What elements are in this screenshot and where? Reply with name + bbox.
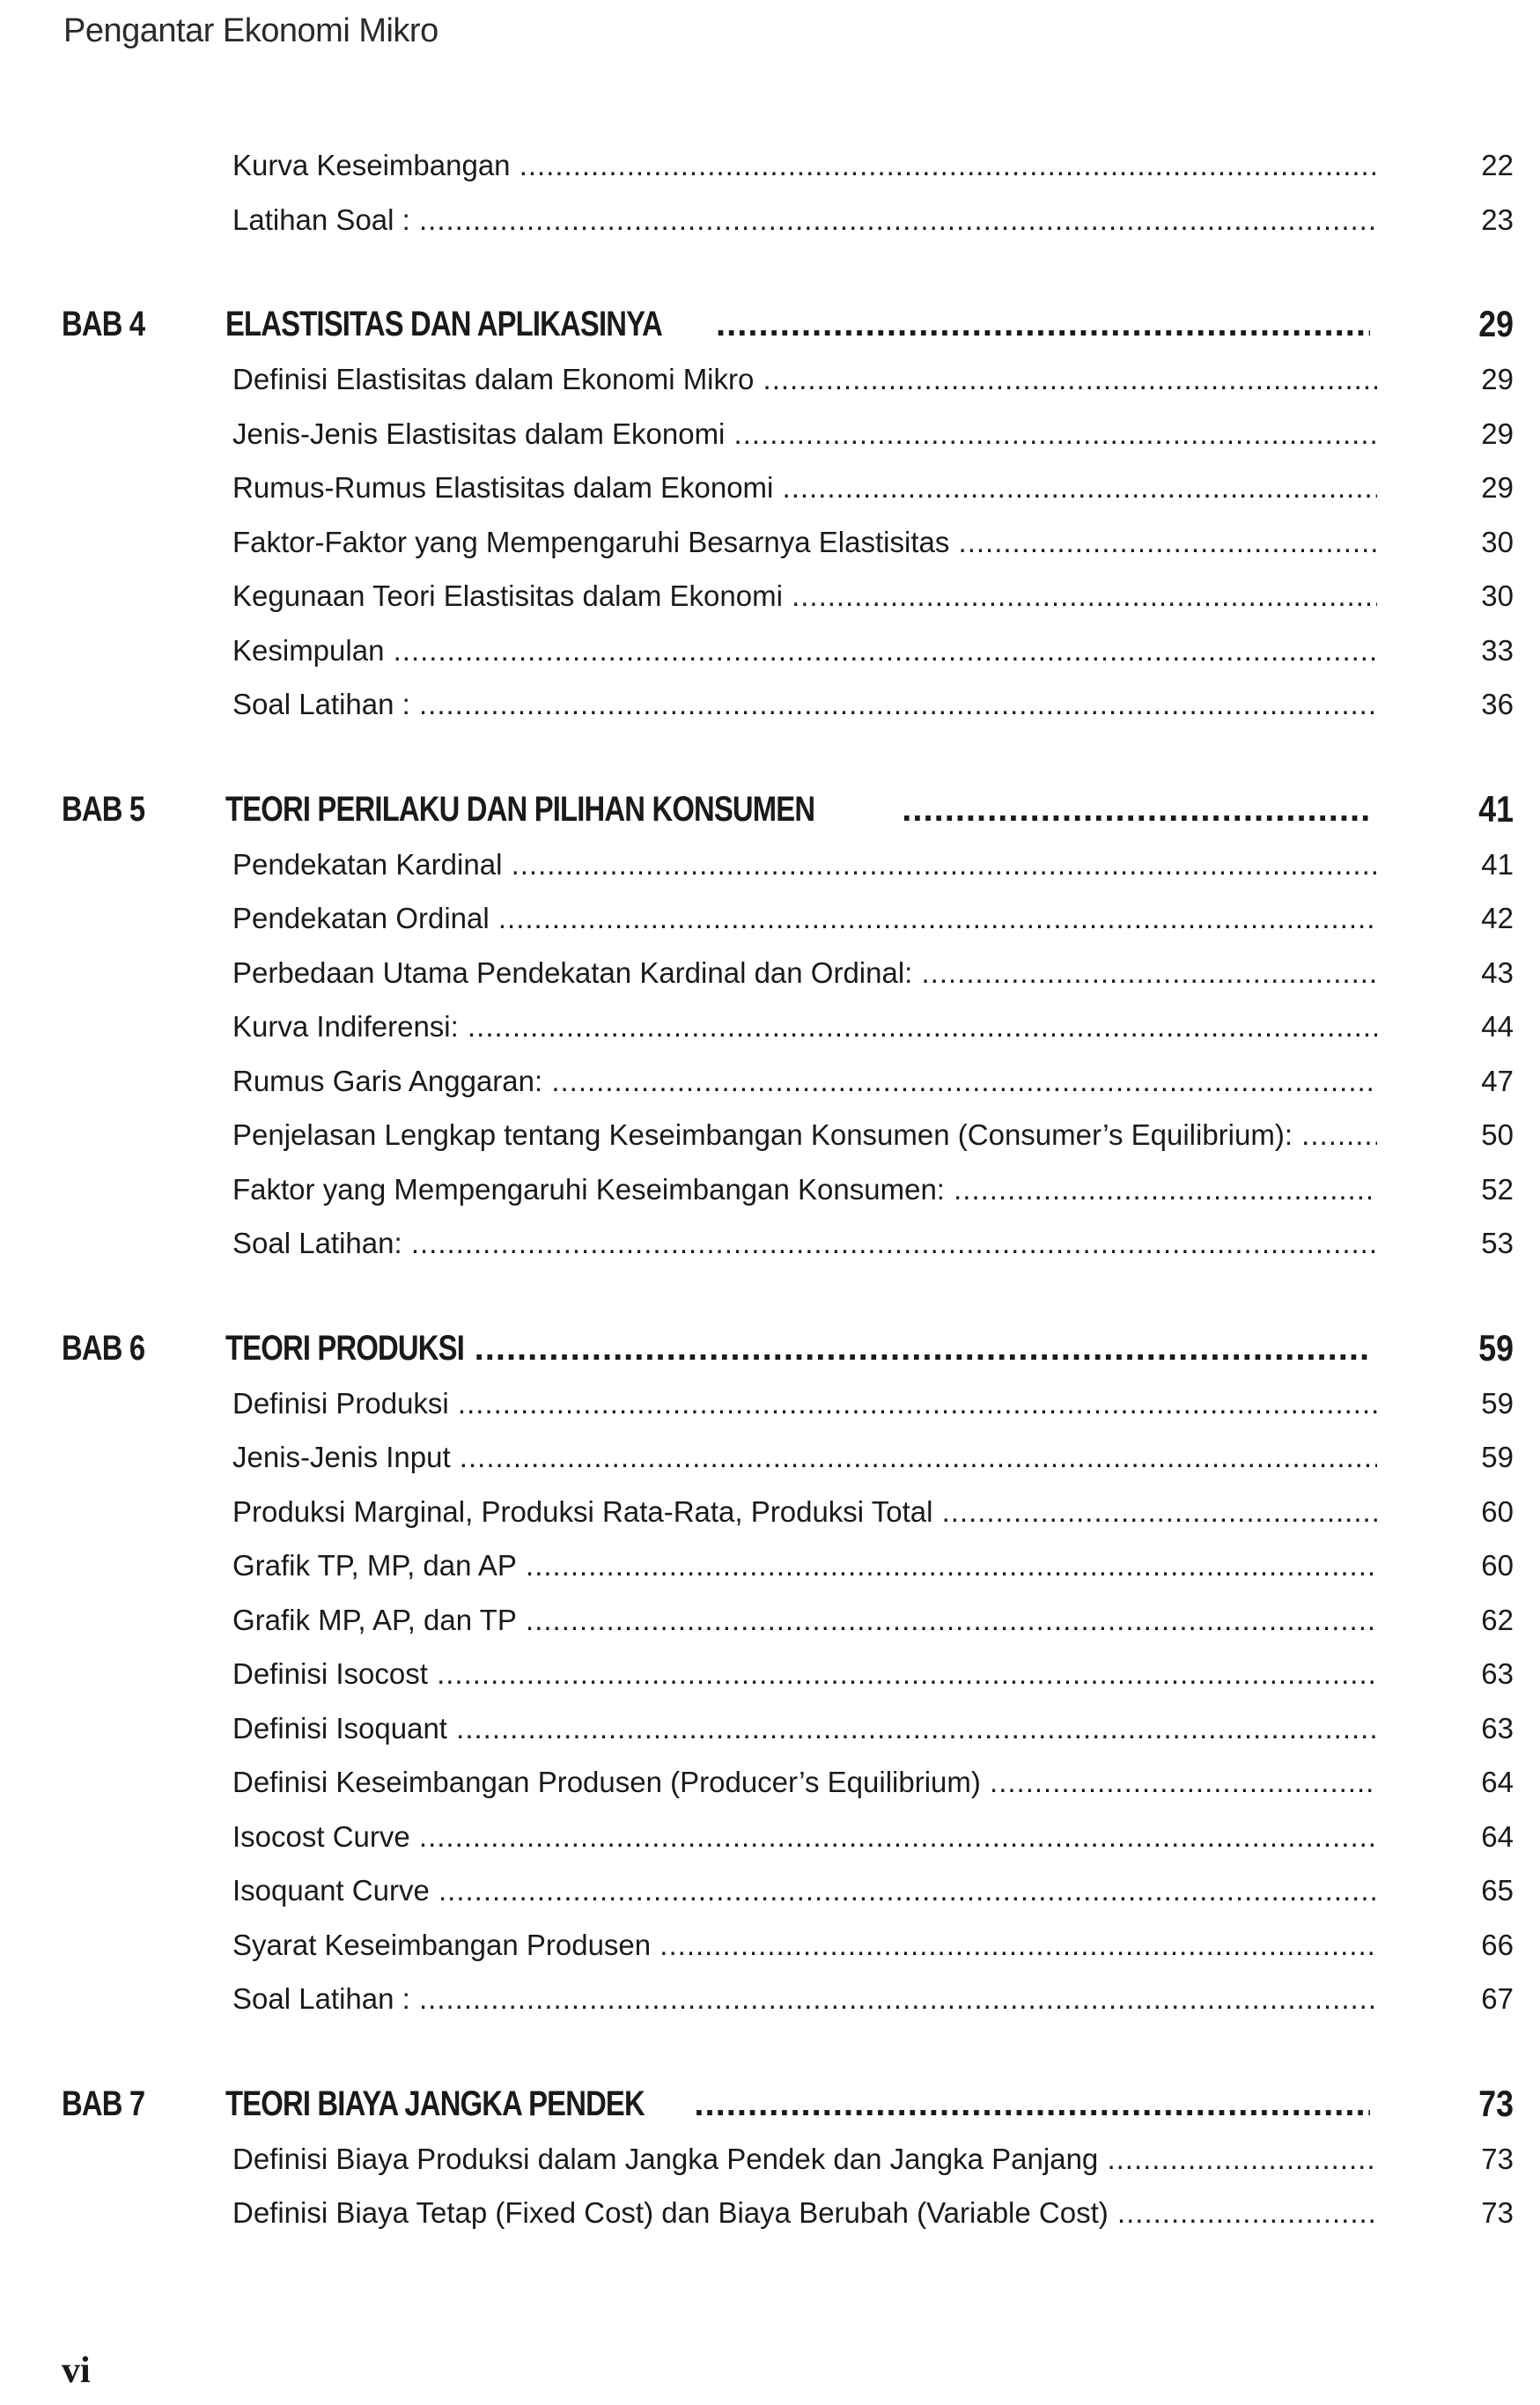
section-title: Definisi Produksi ..... xyxy=(232,1377,1377,1430)
section-page-number: 42 xyxy=(1481,902,1514,934)
chapter-title xyxy=(225,780,1370,838)
section-page-number: 64 xyxy=(1481,1766,1514,1798)
toc-section-row xyxy=(0,570,1540,623)
section-page-number: 53 xyxy=(1481,1227,1514,1259)
toc-section-row xyxy=(0,1864,1540,1917)
toc-section-row xyxy=(0,1217,1540,1270)
section-title: Syarat Keseimbangan Produsen ..... xyxy=(232,1919,1377,1972)
section-page-number: 36 xyxy=(1481,688,1514,720)
toc-section-row xyxy=(0,2133,1540,2186)
section-page-number: 30 xyxy=(1481,525,1514,558)
section-page-number: 29 xyxy=(1481,417,1514,450)
section-title: Pendekatan Ordinal ..... xyxy=(232,892,1377,945)
toc-section-row xyxy=(0,516,1540,569)
toc-section-row xyxy=(0,1756,1540,1809)
toc-section-row xyxy=(0,353,1540,406)
section-title: Grafik MP, AP, dan TP ..... xyxy=(232,1594,1377,1647)
section-title: Penjelasan Lengkap tentang Keseimbangan Konsumen (Consumer’s Equilibrium): ..... xyxy=(232,1109,1377,1162)
toc-chapter-row xyxy=(0,2075,1540,2128)
section-title: Jenis-Jenis Input ..... xyxy=(232,1431,1377,1484)
chapter-title-text: TEORI BIAYA JANGKA PENDEK xyxy=(225,2084,645,2123)
section-page-number: 64 xyxy=(1481,1819,1514,1853)
toc-section-row xyxy=(0,1109,1540,1162)
section-title: Definisi Elastisitas dalam Ekonomi Mikro ..... xyxy=(232,353,1377,406)
toc-section-row xyxy=(0,2187,1540,2239)
toc-section-row xyxy=(0,1431,1540,1484)
section-page-number: 73 xyxy=(1481,2196,1514,2229)
section-page-number: 44 xyxy=(1481,1010,1514,1043)
chapter-title-text: TEORI PRODUKSI xyxy=(225,1328,464,1368)
chapter-title xyxy=(225,2075,1370,2133)
toc-section-row xyxy=(0,1919,1540,1972)
section-title: Kegunaan Teori Elastisitas dalam Ekonomi ..... xyxy=(232,570,1377,623)
section-page-number: 43 xyxy=(1481,955,1514,989)
chapter-number: BAB 6 xyxy=(62,1328,145,1368)
toc-section-row xyxy=(0,1594,1540,1647)
toc-section-row xyxy=(0,892,1540,945)
chapter-page-number: 59 xyxy=(1478,1326,1514,1368)
section-page-number: 63 xyxy=(1481,1657,1514,1690)
section-page-number: 63 xyxy=(1481,1711,1514,1745)
section-page-number: 60 xyxy=(1481,1494,1514,1528)
section-title: Soal Latihan : ..... xyxy=(232,678,1377,731)
section-title: Latihan Soal : ..... xyxy=(232,194,1377,247)
section-page-number: 62 xyxy=(1481,1603,1514,1636)
section-page-number: 67 xyxy=(1481,1982,1514,2015)
chapter-page-number: 29 xyxy=(1478,303,1514,344)
section-page-number: 29 xyxy=(1481,363,1514,395)
section-title: Faktor yang Mempengaruhi Keseimbangan Konsumen: ..... xyxy=(232,1163,1377,1216)
toc-section-row xyxy=(0,1055,1540,1108)
section-title: Soal Latihan: ..... xyxy=(232,1217,1377,1270)
chapter-title-text: TEORI PERILAKU DAN PILIHAN KONSUMEN xyxy=(225,789,815,829)
section-title: Definisi Isocost ..... xyxy=(232,1648,1377,1700)
chapter-number: BAB 7 xyxy=(62,2084,145,2123)
section-title: Kurva Keseimbangan ..... xyxy=(232,139,1377,192)
section-page-number: 65 xyxy=(1481,1874,1514,1907)
chapter-number: BAB 5 xyxy=(62,789,145,829)
section-page-number: 47 xyxy=(1481,1064,1514,1097)
chapter-page-number: 41 xyxy=(1478,787,1514,830)
toc-chapter-row xyxy=(0,295,1540,348)
running-head: Pengantar Ekonomi Mikro xyxy=(63,12,438,49)
section-title: Produksi Marginal, Produksi Rata-Rata, Produksi Total ..... xyxy=(232,1486,1377,1538)
toc-chapter-row xyxy=(0,780,1540,833)
chapter-page-number: 73 xyxy=(1478,2082,1514,2124)
section-page-number: 30 xyxy=(1481,579,1514,612)
section-page-number: 52 xyxy=(1481,1172,1514,1206)
section-page-number: 59 xyxy=(1481,1441,1514,1473)
section-title: Rumus-Rumus Elastisitas dalam Ekonomi ..... xyxy=(232,461,1377,514)
section-title: Rumus Garis Anggaran: ..... xyxy=(232,1055,1377,1108)
toc-chapter-row xyxy=(0,1319,1540,1372)
toc-section-row xyxy=(0,624,1540,677)
section-page-number: 23 xyxy=(1481,203,1514,236)
chapter-number: BAB 4 xyxy=(62,305,145,343)
section-title: Grafik TP, MP, dan AP ..... xyxy=(232,1539,1377,1592)
section-page-number: 29 xyxy=(1481,471,1514,504)
section-title: Definisi Keseimbangan Produsen (Producer’s Equilibrium) ..... xyxy=(232,1756,1377,1809)
toc-section-row xyxy=(0,1377,1540,1430)
section-title: Definisi Biaya Tetap (Fixed Cost) dan Biaya Berubah (Variable Cost) ..... xyxy=(232,2187,1377,2239)
toc-section-row xyxy=(0,408,1540,461)
chapter-title xyxy=(225,1319,1370,1377)
page-number: vi xyxy=(62,2350,91,2391)
toc-section-row xyxy=(0,1811,1540,1863)
section-title: Faktor-Faktor yang Mempengaruhi Besarnya Elastisitas ..... xyxy=(232,516,1377,569)
toc-section-row xyxy=(0,1702,1540,1755)
section-title: Pendekatan Kardinal ..... xyxy=(232,838,1377,891)
toc-section-row xyxy=(0,1163,1540,1216)
toc-section-row xyxy=(0,1000,1540,1053)
section-title: Kesimpulan ..... xyxy=(232,624,1377,677)
toc-section-row xyxy=(0,1486,1540,1538)
section-title: Soal Latihan : ..... xyxy=(232,1973,1377,2025)
toc-section-row xyxy=(0,947,1540,1000)
section-page-number: 73 xyxy=(1481,2142,1514,2175)
section-page-number: 33 xyxy=(1481,633,1514,667)
toc-section-row xyxy=(0,1648,1540,1700)
chapter-title xyxy=(225,295,1370,353)
toc-section-row xyxy=(0,678,1540,731)
toc-section-row xyxy=(0,194,1540,247)
section-title: Jenis-Jenis Elastisitas dalam Ekonomi ..... xyxy=(232,408,1377,461)
section-page-number: 66 xyxy=(1481,1928,1514,1961)
section-title: Isoquant Curve ..... xyxy=(232,1864,1377,1917)
toc-section-row xyxy=(0,1973,1540,2025)
chapter-title-text: ELASTISITAS DAN APLIKASINYA xyxy=(225,305,663,343)
section-title: Perbedaan Utama Pendekatan Kardinal dan Ordinal: ..... xyxy=(232,947,1377,1000)
section-page-number: 50 xyxy=(1481,1118,1514,1151)
section-page-number: 59 xyxy=(1481,1386,1514,1420)
toc-section-row xyxy=(0,461,1540,514)
section-page-number: 60 xyxy=(1481,1549,1514,1582)
section-title: Definisi Isoquant ..... xyxy=(232,1702,1377,1755)
section-page-number: 22 xyxy=(1481,149,1514,181)
toc-section-row xyxy=(0,1539,1540,1592)
section-title: Isocost Curve ..... xyxy=(232,1811,1377,1863)
section-title: Kurva Indiferensi: ..... xyxy=(232,1000,1377,1053)
section-title: Definisi Biaya Produksi dalam Jangka Pendek dan Jangka Panjang ..... xyxy=(232,2133,1377,2186)
toc-section-row xyxy=(0,838,1540,891)
toc-section-row xyxy=(0,139,1540,192)
section-page-number: 41 xyxy=(1481,847,1514,881)
